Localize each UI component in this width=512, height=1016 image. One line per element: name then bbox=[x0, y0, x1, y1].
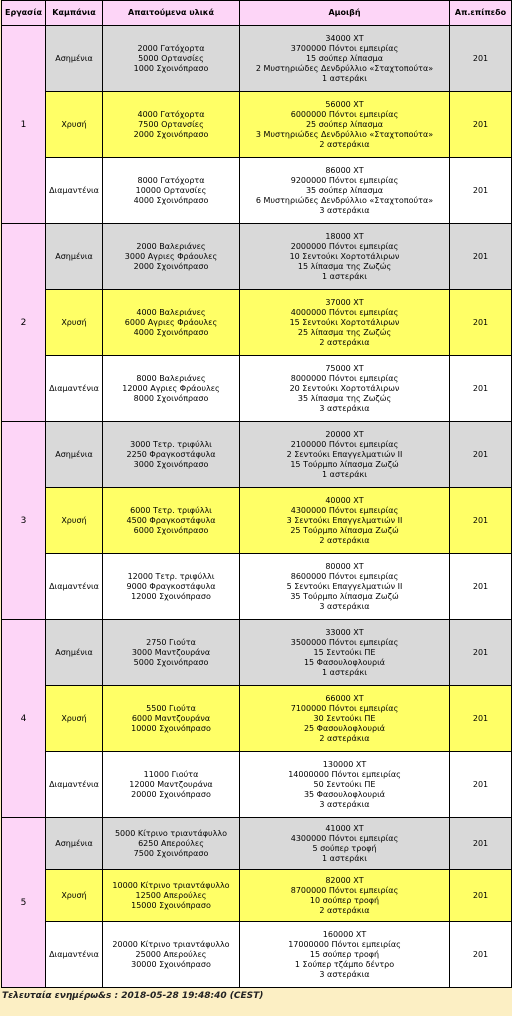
reward-line: 2000000 Πόντοι εμπειρίας bbox=[290, 241, 399, 251]
header-reward: Αμοιβή bbox=[240, 1, 450, 26]
material-line: 3000 Αγριες Φράουλες bbox=[124, 251, 218, 261]
material-line: 2000 Σχοινόπρασο bbox=[133, 261, 209, 271]
campaign-cell: Χρυσή bbox=[46, 488, 103, 554]
reward-cell bbox=[240, 870, 450, 922]
reward-cell bbox=[240, 422, 450, 488]
table-row bbox=[2, 752, 512, 818]
level-cell: 201 bbox=[450, 922, 512, 988]
reward-line: 2 αστεράκια bbox=[319, 337, 370, 347]
task-number: 4 bbox=[2, 620, 46, 818]
reward-line: 130000 ΧΤ bbox=[322, 759, 367, 769]
material-line: 30000 Σχοινόπρασο bbox=[131, 959, 211, 969]
campaign-cell: Ασημένια bbox=[46, 26, 103, 92]
reward-line: 35 σούπερ λίπασμα bbox=[305, 185, 384, 195]
reward-line: 1 αστεράκι bbox=[322, 73, 367, 83]
reward-line: 3500000 Πόντοι εμπειρίας bbox=[290, 637, 399, 647]
reward-line: 3 αστεράκια bbox=[319, 969, 370, 979]
header-level: Απ.επίπεδο bbox=[450, 1, 512, 26]
material-line: 25000 Απερούλες bbox=[135, 949, 207, 959]
reward-line: 3 Μυστηριώδες Δενδρύλλιο «Σταχτοπούτα» bbox=[255, 129, 434, 139]
reward-line: 2 αστεράκια bbox=[319, 905, 370, 915]
material-line: 5000 Σχοινόπρασο bbox=[133, 657, 209, 667]
level-cell: 201 bbox=[450, 752, 512, 818]
material-line: 20000 Σχοινόπρασο bbox=[131, 789, 211, 799]
reward-line: 86000 ΧΤ bbox=[325, 165, 364, 175]
level-cell: 201 bbox=[450, 488, 512, 554]
material-line: 7500 Σχοινόπρασο bbox=[133, 848, 209, 858]
material-line: 6000 Σχοινόπρασο bbox=[133, 525, 209, 535]
reward-line: 41000 ΧΤ bbox=[325, 823, 364, 833]
campaign-cell: Ασημένια bbox=[46, 620, 103, 686]
material-line: 9000 Φραγκοστάφυλα bbox=[126, 581, 216, 591]
reward-line: 5 Σεντούκι Επαγγελματιών II bbox=[286, 581, 403, 591]
reward-line: 82000 ΧΤ bbox=[325, 875, 364, 885]
level-cell: 201 bbox=[450, 686, 512, 752]
reward-line: 15 Τούρμπο λίπασμα Ζωζώ bbox=[290, 459, 399, 469]
last-updated: Τελευταία ενημέρω&s : 2018-05-28 19:48:40 (CEST) bbox=[2, 991, 264, 1001]
material-line: 12000 Τετρ. τριφύλλι bbox=[127, 571, 215, 581]
material-line: 2750 Γιούτα bbox=[146, 637, 196, 647]
reward-line: 56000 ΧΤ bbox=[325, 99, 364, 109]
material-line: 4000 Γατόχορτα bbox=[137, 109, 205, 119]
task-number: 2 bbox=[2, 224, 46, 422]
reward-line: 3 Σεντούκι Επαγγελματιών II bbox=[286, 515, 403, 525]
reward-line: 15 λίπασμα της Ζωζώς bbox=[297, 261, 392, 271]
material-line: 1000 Σχοινόπρασο bbox=[133, 63, 209, 73]
reward-line: 10 Σεντούκι Χορτοτάλιρων bbox=[289, 251, 400, 261]
reward-line: 1 Σούπερ τζάμπο δέντρο bbox=[294, 959, 395, 969]
reward-cell bbox=[240, 356, 450, 422]
table-row bbox=[2, 422, 512, 488]
level-cell: 201 bbox=[450, 870, 512, 922]
material-line: 2000 Γατόχορτα bbox=[137, 43, 205, 53]
level-cell: 201 bbox=[450, 224, 512, 290]
table-row bbox=[2, 686, 512, 752]
reward-line: 160000 ΧΤ bbox=[322, 929, 367, 939]
reward-line: 37000 ΧΤ bbox=[325, 297, 364, 307]
table-body bbox=[2, 26, 512, 988]
material-line: 12500 Απερούλες bbox=[135, 890, 207, 900]
reward-line: 20000 ΧΤ bbox=[325, 429, 364, 439]
reward-line: 3 αστεράκια bbox=[319, 601, 370, 611]
materials-cell bbox=[103, 422, 240, 488]
reward-line: 17000000 Πόντοι εμπειρίας bbox=[288, 939, 401, 949]
level-cell: 201 bbox=[450, 422, 512, 488]
reward-line: 75000 ΧΤ bbox=[325, 363, 364, 373]
table-row bbox=[2, 290, 512, 356]
level-cell: 201 bbox=[450, 290, 512, 356]
materials-cell bbox=[103, 554, 240, 620]
table-row bbox=[2, 620, 512, 686]
rewards-table bbox=[1, 0, 512, 988]
campaign-cell: Ασημένια bbox=[46, 422, 103, 488]
header-campaign: Καμπάνια bbox=[46, 1, 103, 26]
material-line: 3000 Τετρ. τριφύλλι bbox=[130, 439, 212, 449]
reward-line: 2100000 Πόντοι εμπειρίας bbox=[290, 439, 399, 449]
reward-line: 25 σούπερ λίπασμα bbox=[305, 119, 384, 129]
reward-cell bbox=[240, 92, 450, 158]
material-line: 6000 Αγριες Φράουλες bbox=[124, 317, 218, 327]
reward-line: 15 Σεντούκι Χορτοτάλιρων bbox=[289, 317, 400, 327]
campaign-cell: Διαμαντένια bbox=[46, 752, 103, 818]
level-cell: 201 bbox=[450, 356, 512, 422]
reward-line: 15 σούπερ λίπασμα bbox=[305, 53, 384, 63]
header-row bbox=[2, 1, 512, 26]
level-cell: 201 bbox=[450, 158, 512, 224]
reward-line: 2 αστεράκια bbox=[319, 139, 370, 149]
reward-line: 8700000 Πόντοι εμπειρίας bbox=[290, 885, 399, 895]
reward-cell bbox=[240, 158, 450, 224]
header-materials: Απαιτούμενα υλικά bbox=[103, 1, 240, 26]
task-number: 3 bbox=[2, 422, 46, 620]
campaign-cell: Ασημένια bbox=[46, 224, 103, 290]
reward-cell bbox=[240, 752, 450, 818]
materials-cell bbox=[103, 356, 240, 422]
reward-line: 4000000 Πόντοι εμπειρίας bbox=[290, 307, 399, 317]
material-line: 20000 Κίτρινο τριαντάφυλλο bbox=[112, 939, 230, 949]
reward-line: 1 αστεράκι bbox=[322, 667, 367, 677]
reward-line: 25 Τούρμπο λίπασμα Ζωζώ bbox=[290, 525, 399, 535]
materials-cell bbox=[103, 870, 240, 922]
table-row bbox=[2, 26, 512, 92]
campaign-cell: Ασημένια bbox=[46, 818, 103, 870]
material-line: 2250 Φραγκοστάφυλα bbox=[126, 449, 216, 459]
material-line: 4000 Σχοινόπρασο bbox=[133, 327, 209, 337]
reward-line: 4300000 Πόντοι εμπειρίας bbox=[290, 833, 399, 843]
material-line: 8000 Βαλεριάνες bbox=[136, 373, 206, 383]
reward-line: 3 αστεράκια bbox=[319, 403, 370, 413]
reward-cell bbox=[240, 818, 450, 870]
campaign-cell: Χρυσή bbox=[46, 870, 103, 922]
reward-cell bbox=[240, 488, 450, 554]
reward-cell bbox=[240, 686, 450, 752]
material-line: 2000 Βαλεριάνες bbox=[136, 241, 206, 251]
material-line: 5000 Κίτρινο τριαντάφυλλο bbox=[114, 828, 228, 838]
reward-line: 15 Φασουλοφλουριά bbox=[303, 657, 386, 667]
material-line: 4000 Βαλεριάνες bbox=[136, 307, 206, 317]
material-line: 4500 Φραγκοστάφυλα bbox=[126, 515, 216, 525]
table-row bbox=[2, 224, 512, 290]
material-line: 5500 Γιούτα bbox=[146, 703, 196, 713]
material-line: 12000 Μαντζουράνα bbox=[129, 779, 213, 789]
header-task: Εργασία bbox=[2, 1, 46, 26]
reward-cell bbox=[240, 922, 450, 988]
material-line: 10000 Κίτρινο τριαντάφυλλο bbox=[112, 880, 230, 890]
reward-line: 10 σούπερ τροφή bbox=[309, 895, 380, 905]
campaign-cell: Χρυσή bbox=[46, 92, 103, 158]
material-line: 12000 Σχοινόπρασο bbox=[131, 591, 211, 601]
materials-cell bbox=[103, 158, 240, 224]
materials-cell bbox=[103, 92, 240, 158]
reward-line: 14000000 Πόντοι εμπειρίας bbox=[288, 769, 401, 779]
reward-line: 34000 ΧΤ bbox=[325, 33, 364, 43]
reward-line: 35 Φασουλοφλουριά bbox=[303, 789, 386, 799]
table-row bbox=[2, 92, 512, 158]
material-line: 12000 Αγριες Φράουλες bbox=[122, 383, 220, 393]
level-cell: 201 bbox=[450, 554, 512, 620]
reward-cell bbox=[240, 554, 450, 620]
reward-line: 2 αστεράκια bbox=[319, 535, 370, 545]
materials-cell bbox=[103, 922, 240, 988]
reward-line: 6 Μυστηριώδες Δενδρύλλιο «Σταχτοπούτα» bbox=[255, 195, 434, 205]
materials-cell bbox=[103, 290, 240, 356]
table-row bbox=[2, 870, 512, 922]
material-line: 2000 Σχοινόπρασο bbox=[133, 129, 209, 139]
reward-line: 33000 ΧΤ bbox=[325, 627, 364, 637]
campaign-cell: Χρυσή bbox=[46, 290, 103, 356]
reward-cell bbox=[240, 224, 450, 290]
reward-line: 1 αστεράκι bbox=[322, 271, 367, 281]
material-line: 11000 Γιούτα bbox=[143, 769, 199, 779]
table-row bbox=[2, 356, 512, 422]
task-number: 1 bbox=[2, 26, 46, 224]
level-cell: 201 bbox=[450, 92, 512, 158]
materials-cell bbox=[103, 752, 240, 818]
reward-line: 30 Σεντούκι ΠΕ bbox=[313, 713, 376, 723]
reward-line: 50 Σεντούκι ΠΕ bbox=[313, 779, 376, 789]
materials-cell bbox=[103, 224, 240, 290]
material-line: 6250 Απερούλες bbox=[138, 838, 204, 848]
materials-cell bbox=[103, 686, 240, 752]
level-cell: 201 bbox=[450, 818, 512, 870]
reward-line: 8000000 Πόντοι εμπειρίας bbox=[290, 373, 399, 383]
reward-cell bbox=[240, 290, 450, 356]
reward-line: 1 αστεράκι bbox=[322, 853, 367, 863]
material-line: 6000 Τετρ. τριφύλλι bbox=[130, 505, 212, 515]
reward-line: 7100000 Πόντοι εμπειρίας bbox=[290, 703, 399, 713]
materials-cell bbox=[103, 26, 240, 92]
task-number: 5 bbox=[2, 818, 46, 988]
materials-cell bbox=[103, 488, 240, 554]
reward-cell bbox=[240, 620, 450, 686]
level-cell: 201 bbox=[450, 620, 512, 686]
material-line: 3000 Σχοινόπρασο bbox=[133, 459, 209, 469]
campaign-cell: Διαμαντένια bbox=[46, 922, 103, 988]
reward-line: 2 αστεράκια bbox=[319, 733, 370, 743]
reward-line: 25 Φασουλοφλουριά bbox=[303, 723, 386, 733]
campaign-cell: Διαμαντένια bbox=[46, 356, 103, 422]
material-line: 3000 Μαντζουράνα bbox=[131, 647, 211, 657]
table-row bbox=[2, 488, 512, 554]
campaign-cell: Διαμαντένια bbox=[46, 158, 103, 224]
campaign-cell: Διαμαντένια bbox=[46, 554, 103, 620]
material-line: 7500 Ορτανσίες bbox=[138, 119, 204, 129]
table-row bbox=[2, 554, 512, 620]
table-row bbox=[2, 158, 512, 224]
reward-line: 15 Σεντούκι ΠΕ bbox=[313, 647, 376, 657]
materials-cell bbox=[103, 818, 240, 870]
materials-cell bbox=[103, 620, 240, 686]
reward-line: 2 Μυστηριώδες Δενδρύλλιο «Σταχτοπούτα» bbox=[255, 63, 434, 73]
reward-line: 3 αστεράκια bbox=[319, 799, 370, 809]
reward-line: 6000000 Πόντοι εμπειρίας bbox=[290, 109, 399, 119]
reward-line: 80000 ΧΤ bbox=[325, 561, 364, 571]
table-row bbox=[2, 922, 512, 988]
reward-line: 3 αστεράκια bbox=[319, 205, 370, 215]
reward-cell bbox=[240, 26, 450, 92]
campaign-cell: Χρυσή bbox=[46, 686, 103, 752]
material-line: 8000 Σχοινόπρασο bbox=[133, 393, 209, 403]
material-line: 8000 Γατόχορτα bbox=[137, 175, 205, 185]
reward-line: 8600000 Πόντοι εμπειρίας bbox=[290, 571, 399, 581]
reward-line: 25 λίπασμα της Ζωζώς bbox=[297, 327, 392, 337]
reward-line: 9200000 Πόντοι εμπειρίας bbox=[290, 175, 399, 185]
reward-line: 20 Σεντούκι Χορτοτάλιρων bbox=[289, 383, 400, 393]
reward-line: 35 Τούρμπο λίπασμα Ζωζώ bbox=[290, 591, 399, 601]
reward-line: 15 σούπερ τροφή bbox=[309, 949, 380, 959]
material-line: 4000 Σχοινόπρασο bbox=[133, 195, 209, 205]
material-line: 10000 Ορτανσίες bbox=[135, 185, 207, 195]
reward-line: 4300000 Πόντοι εμπειρίας bbox=[290, 505, 399, 515]
reward-line: 5 σούπερ τροφή bbox=[312, 843, 377, 853]
reward-line: 66000 ΧΤ bbox=[325, 693, 364, 703]
reward-line: 3700000 Πόντοι εμπειρίας bbox=[290, 43, 399, 53]
material-line: 6000 Μαντζουράνα bbox=[131, 713, 211, 723]
reward-line: 1 αστεράκι bbox=[322, 469, 367, 479]
material-line: 5000 Ορτανσίες bbox=[138, 53, 204, 63]
material-line: 10000 Σχοινόπρασο bbox=[131, 723, 211, 733]
reward-line: 2 Σεντούκι Επαγγελματιών II bbox=[286, 449, 403, 459]
material-line: 15000 Σχοινόπρασο bbox=[131, 900, 211, 910]
level-cell: 201 bbox=[450, 26, 512, 92]
reward-line: 18000 ΧΤ bbox=[325, 231, 364, 241]
reward-line: 35 λίπασμα της Ζωζώς bbox=[297, 393, 392, 403]
table-row bbox=[2, 818, 512, 870]
reward-line: 40000 ΧΤ bbox=[325, 495, 364, 505]
